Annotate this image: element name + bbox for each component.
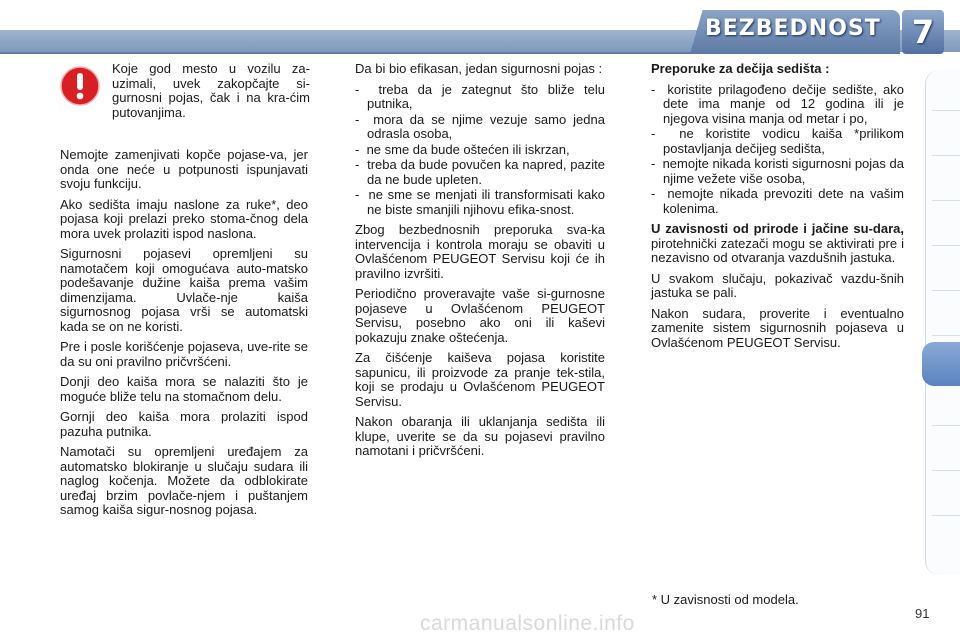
paragraph: U svakom slučaju, pokazivač vazdu-šnih jastuka se pali.	[651, 270, 904, 300]
side-tab[interactable]	[932, 290, 960, 291]
airbag-paragraph	[651, 222, 904, 266]
column-2	[355, 62, 605, 465]
list-item: - ne sme da bude oštećen ili iskrzan,	[355, 143, 605, 158]
section-heading: Preporuke za dečija sedišta :	[651, 61, 830, 76]
airbag-bold-lead: U zavisnosti od prirode i jačine su-dara,	[651, 221, 904, 236]
paragraph: Za čišćenje kaiševa pojasa koristite sapunicu, ili proizvode za pranje tek-stila, koji se prodaju u Ovlašćenom PEUGEOT Servisu.	[355, 350, 605, 409]
paragraph: Nemojte zamenjivati kopče pojase-va, jer onda one neće u potpunosti ispunjavati svoju funkciju.	[60, 147, 308, 191]
side-tab[interactable]	[932, 200, 960, 201]
warning-text: Koje god mesto u vozilu za-uzimali, uvek zakopčajte si-gurnosni pojas, čak i na kra-ćim putovanjima.	[112, 61, 310, 120]
list-item: - treba da bude povučen ka napred, pazite da ne bude upleten.	[355, 158, 605, 187]
side-tab[interactable]	[932, 110, 960, 111]
side-tab[interactable]	[932, 425, 960, 426]
side-tab[interactable]	[932, 245, 960, 246]
paragraph: Nakon obaranja ili uklanjanja sedišta ili klupe, uverite se da su pojasevi pravilno namotani i pričvršćeni.	[355, 414, 605, 458]
paragraph: Nakon sudara, proverite i eventualno zamenite sistem sigurnosnih pojaseva u Ovlašćenom PEUGEOT Servisu.	[651, 305, 904, 350]
paragraph: Da bi bio efikasan, jedan sigurnosni pojas :	[355, 61, 603, 76]
paragraph: Donji deo kaiša mora se nalaziti što je moguće bliže telu na stomačnom delu.	[60, 374, 308, 404]
side-tab[interactable]	[932, 470, 960, 471]
child-seat-list	[651, 83, 904, 217]
column-3	[651, 62, 904, 356]
side-tab-active[interactable]	[922, 342, 960, 386]
watermark: carmanualsonline.info	[420, 612, 635, 635]
paragraph: Periodično proveravajte vaše si-gurnosne pojaseve u Ovlašćenom PEUGEOT Servisu, posebno ako oni ili kaševi pokazuju znake oštećenja.	[355, 286, 605, 345]
list-item: - ne sme se menjati ili transformisati kako ne biste smanjili njihovu efika-snost.	[355, 188, 605, 217]
column-1	[60, 148, 308, 524]
side-tab[interactable]	[932, 155, 960, 156]
list-item: - koristite prilagođeno dečije sedište, ako dete ima manje od 12 godina ili je njegova visina manja od metar i po,	[651, 83, 904, 127]
page-number: 91	[915, 606, 930, 621]
airbag-text: pirotehnički zatezači mogu se aktivirati pre i nezavisno od otvaranja vazdušnih jastuka.	[651, 235, 904, 265]
paragraph: Pre i posle korišćenje pojaseva, uve-rite se da su oni pravilno pričvršćeni.	[60, 339, 308, 369]
side-tab[interactable]	[932, 335, 960, 336]
list-item: - ne koristite vodicu kaiša *prilikom postavljanja dečijeg sedišta,	[651, 127, 904, 156]
paragraph: Namotači su opremljeni uređajem za automatsko blokiranje u slučaju sudara ili naglog kočenja. Možete da odblokirate uređaj brzim povlače-njem i puštanjem samog kaiša sigur-nosnog pojasa.	[60, 444, 308, 517]
paragraph: Sigurnosni pojasevi opremljeni su namotačem koji omogućava auto-matsko podešavanje dužine kaiša prema vašim dimenzijama. Uvlače-nje kaiša sigurnosnog pojasa vrši se automatski kada se on ne koristi.	[60, 246, 308, 334]
footnote: * U zavisnosti od modela.	[652, 592, 799, 607]
list-item: - nemojte nikada prevoziti dete na vašim kolenima.	[651, 187, 904, 216]
list-item: - treba da je zategnut što bliže telu putnika,	[355, 83, 605, 112]
list-item: - nemojte nikada koristi sigurnosni pojas da njime vežete više osoba,	[651, 157, 904, 186]
belt-requirements-list	[355, 83, 605, 218]
list-item: - mora da se njime vezuje samo jedna odrasla osoba,	[355, 113, 605, 142]
exclamation-icon	[60, 66, 100, 106]
paragraph: Ako sedišta imaju naslone za ruke*, deo pojasa koji prelazi preko stoma-čnog dela mora uvek prolaziti ispod naslona.	[60, 196, 308, 241]
side-tab-strip	[925, 70, 960, 575]
paragraph: Zbog bezbednosnih preporuka sva-ka intervencija i kontrola moraju se obaviti u Ovlašćenom PEUGEOT Servisu koji će ih pravilno izvršiti.	[355, 222, 605, 281]
page-title: BEZBEDNOST	[705, 16, 881, 41]
paragraph: Gornji deo kaiša mora prolaziti ispod pazuha putnika.	[60, 409, 308, 439]
chapter-number: 7	[902, 10, 944, 54]
side-tab[interactable]	[932, 515, 960, 516]
